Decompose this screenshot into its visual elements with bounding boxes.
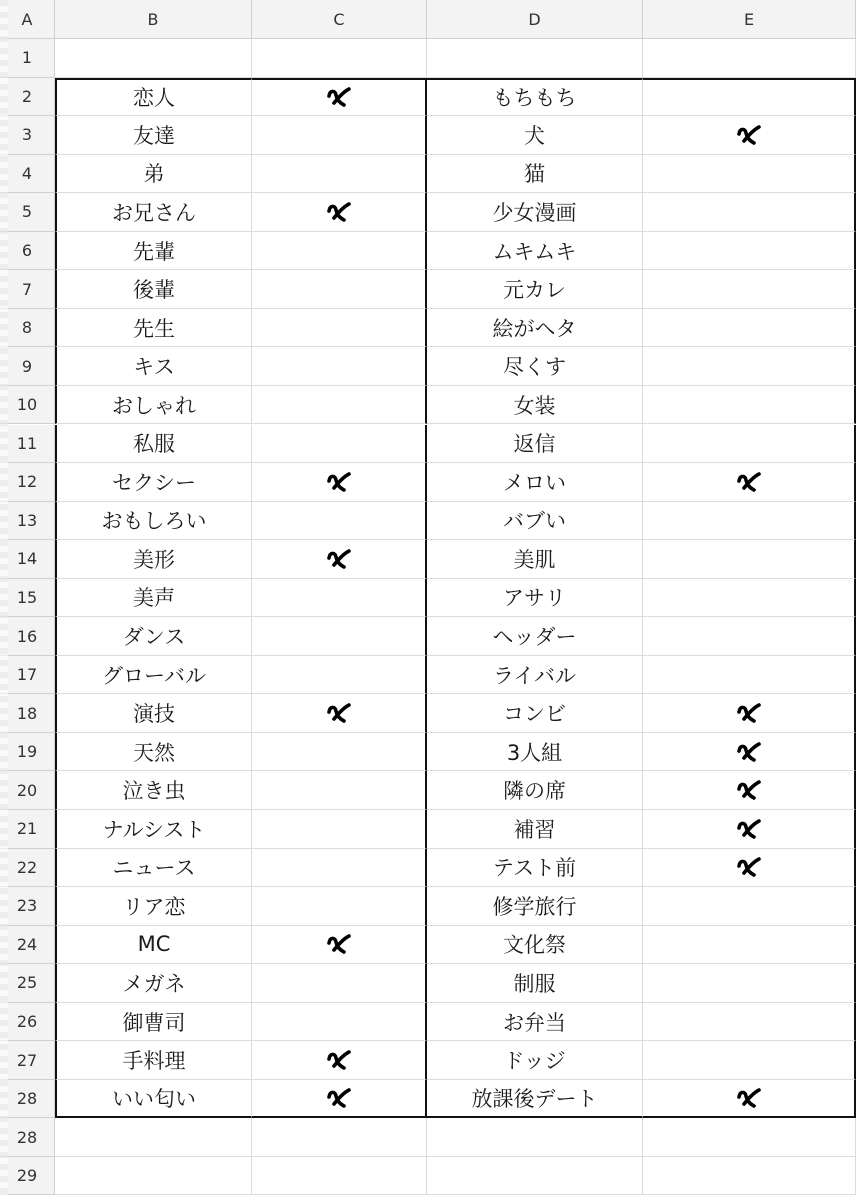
row-header[interactable]: 22 <box>0 849 55 888</box>
term-label: 先生 <box>133 316 175 341</box>
cell-d[interactable] <box>427 155 643 194</box>
keyword-label: 元カレ <box>503 278 566 303</box>
keyword-label: 文化祭 <box>503 933 566 958</box>
cell-c[interactable] <box>252 849 427 888</box>
keyword-label: もちもち <box>492 86 577 111</box>
cell-d[interactable] <box>427 78 643 117</box>
row-header[interactable]: 6 <box>0 232 55 271</box>
cell-e[interactable] <box>643 617 856 656</box>
term-label: メガネ <box>122 971 186 996</box>
cell-e[interactable] <box>643 1080 856 1119</box>
cell-c[interactable] <box>252 1118 427 1157</box>
keyword-label: 犬 <box>524 123 545 148</box>
cell-b[interactable] <box>55 78 252 117</box>
cell-c[interactable] <box>252 1080 427 1119</box>
check-mark-icon <box>736 856 762 878</box>
cell-b[interactable] <box>55 579 252 618</box>
cell-e[interactable] <box>643 579 856 618</box>
keyword-label: テスト前 <box>492 856 577 881</box>
cell-b[interactable] <box>55 964 252 1003</box>
row-header[interactable]: 16 <box>0 617 55 656</box>
cell-d[interactable] <box>427 502 643 541</box>
keyword-label: ライバル <box>493 663 576 688</box>
check-mark-icon <box>736 1087 762 1109</box>
column-header-d[interactable]: D <box>427 0 643 39</box>
cell-b[interactable] <box>55 116 252 155</box>
term-label: おしゃれ <box>112 393 196 418</box>
keyword-label: 少女漫画 <box>492 200 577 225</box>
term-label: キス <box>133 355 175 380</box>
term-label: 後輩 <box>133 278 175 303</box>
check-mark-icon <box>736 702 762 724</box>
cell-b[interactable] <box>55 1003 252 1042</box>
term-label: セクシー <box>112 470 196 495</box>
term-label: 弟 <box>143 162 165 187</box>
cell-c[interactable] <box>252 1003 427 1042</box>
cell-d[interactable] <box>427 386 643 425</box>
cell-e[interactable] <box>643 425 856 464</box>
cell-b[interactable] <box>55 193 252 232</box>
row-header[interactable]: 14 <box>0 540 55 579</box>
cell-d[interactable] <box>427 617 643 656</box>
cell-c[interactable] <box>252 463 427 502</box>
check-mark-icon <box>736 741 762 763</box>
cell-e[interactable] <box>643 116 856 155</box>
cell-c[interactable] <box>252 78 427 117</box>
cell-e[interactable] <box>643 964 856 1003</box>
cell-c[interactable] <box>252 232 427 271</box>
cell-e[interactable] <box>643 694 856 733</box>
row-header[interactable]: 28 <box>0 1118 55 1157</box>
keyword-label: アサリ <box>503 586 566 611</box>
cell-b[interactable] <box>55 1080 252 1119</box>
cell-d[interactable] <box>427 347 643 386</box>
cell-c[interactable] <box>252 1157 427 1196</box>
row-header[interactable]: 10 <box>0 386 55 425</box>
row-header[interactable]: 7 <box>0 270 55 309</box>
cell-e[interactable] <box>643 810 856 849</box>
cell-b[interactable] <box>55 1157 252 1196</box>
cell-c[interactable] <box>252 887 427 926</box>
keyword-label: 修学旅行 <box>492 894 577 919</box>
keyword-label: 絵がヘタ <box>492 316 577 341</box>
row-header[interactable]: 29 <box>0 1157 55 1196</box>
term-label: リア恋 <box>122 894 186 919</box>
cell-c[interactable] <box>252 540 427 579</box>
cell-c[interactable] <box>252 964 427 1003</box>
check-mark-icon <box>326 548 352 570</box>
term-label: 御曹司 <box>122 1010 186 1035</box>
term-label: 美形 <box>133 547 175 572</box>
term-label: 手料理 <box>122 1049 186 1074</box>
cell-c[interactable] <box>252 425 427 464</box>
term-label: 恋人 <box>133 86 175 111</box>
keyword-label: ムキムキ <box>492 239 577 264</box>
term-label: 泣き虫 <box>122 779 186 804</box>
cell-d[interactable] <box>427 232 643 271</box>
cell-d[interactable] <box>427 926 643 965</box>
cell-e[interactable] <box>643 656 856 695</box>
cell-b[interactable] <box>55 502 252 541</box>
term-label: ダンス <box>122 625 186 650</box>
row-header[interactable]: 27 <box>0 1041 55 1080</box>
row-header[interactable]: 24 <box>0 926 55 965</box>
check-mark-icon <box>736 124 762 146</box>
cell-c[interactable] <box>252 116 427 155</box>
cell-d[interactable] <box>427 425 643 464</box>
cell-e[interactable] <box>643 347 856 386</box>
row-header[interactable]: 23 <box>0 887 55 926</box>
term-label: 天然 <box>133 740 175 765</box>
row-header[interactable]: 5 <box>0 193 55 232</box>
cell-e[interactable] <box>643 926 856 965</box>
cell-e[interactable] <box>643 887 856 926</box>
row-header[interactable]: 4 <box>0 155 55 194</box>
cell-d[interactable] <box>427 1118 643 1157</box>
cell-d[interactable] <box>427 1041 643 1080</box>
check-mark-icon <box>736 471 762 493</box>
cell-b[interactable] <box>55 39 252 78</box>
cell-b[interactable] <box>55 425 252 464</box>
cell-b[interactable] <box>55 1118 252 1157</box>
term-label: いい匂い <box>112 1087 196 1112</box>
row-header[interactable]: 15 <box>0 579 55 618</box>
cell-b[interactable] <box>55 270 252 309</box>
cell-e[interactable] <box>643 39 856 78</box>
cell-b[interactable] <box>55 733 252 772</box>
cell-c[interactable] <box>252 810 427 849</box>
cell-e[interactable] <box>643 733 856 772</box>
row-header[interactable]: 19 <box>0 733 55 772</box>
cell-d[interactable] <box>427 656 643 695</box>
cell-b[interactable] <box>55 463 252 502</box>
row-header[interactable]: 13 <box>0 502 55 541</box>
keyword-label: 尽くす <box>503 355 566 380</box>
cell-d[interactable] <box>427 810 643 849</box>
cell-c[interactable] <box>252 617 427 656</box>
cell-b[interactable] <box>55 771 252 810</box>
check-mark-icon <box>326 933 352 955</box>
term-label: 先輩 <box>133 239 175 264</box>
check-mark-icon <box>326 86 352 108</box>
cell-e[interactable] <box>643 232 856 271</box>
row-header[interactable]: 25 <box>0 964 55 1003</box>
keyword-label: ドッジ <box>503 1049 566 1074</box>
cell-d[interactable] <box>427 964 643 1003</box>
term-label: 演技 <box>133 702 175 727</box>
cell-d[interactable] <box>427 1003 643 1042</box>
keyword-label: 3人組 <box>506 740 563 765</box>
check-mark-icon <box>736 818 762 840</box>
cell-b[interactable] <box>55 926 252 965</box>
check-mark-icon <box>326 702 352 724</box>
cell-b[interactable] <box>55 309 252 348</box>
cell-d[interactable] <box>427 540 643 579</box>
check-mark-icon <box>736 779 762 801</box>
keyword-label: 隣の席 <box>503 779 566 804</box>
column-header-c[interactable]: C <box>252 0 427 39</box>
row-header[interactable]: 26 <box>0 1003 55 1042</box>
cell-b[interactable] <box>55 617 252 656</box>
keyword-label: コンビ <box>503 702 566 727</box>
cell-e[interactable] <box>643 386 856 425</box>
cell-d[interactable] <box>427 1080 643 1119</box>
row-header[interactable]: 18 <box>0 694 55 733</box>
keyword-label: バブい <box>503 509 566 534</box>
term-label: ナルシスト <box>102 817 206 842</box>
cell-b[interactable] <box>55 540 252 579</box>
term-label: MC <box>137 932 171 957</box>
cell-e[interactable] <box>643 1041 856 1080</box>
cell-c[interactable] <box>252 386 427 425</box>
cell-e[interactable] <box>643 78 856 117</box>
cell-e[interactable] <box>643 463 856 502</box>
keyword-label: メロい <box>503 470 566 495</box>
cell-e[interactable] <box>643 1118 856 1157</box>
cell-e[interactable] <box>643 502 856 541</box>
cell-e[interactable] <box>643 193 856 232</box>
row-header[interactable]: 28 <box>0 1080 55 1119</box>
cell-c[interactable] <box>252 579 427 618</box>
check-mark-icon <box>326 201 352 223</box>
row-header[interactable]: 8 <box>0 309 55 348</box>
cell-e[interactable] <box>643 270 856 309</box>
cell-e[interactable] <box>643 1003 856 1042</box>
keyword-label: 猫 <box>524 162 545 187</box>
cell-d[interactable] <box>427 1157 643 1196</box>
keyword-label: 返信 <box>513 432 556 457</box>
keyword-label: 美肌 <box>513 547 556 572</box>
cell-d[interactable] <box>427 733 643 772</box>
cell-b[interactable] <box>55 1041 252 1080</box>
cell-c[interactable] <box>252 309 427 348</box>
cell-e[interactable] <box>643 1157 856 1196</box>
cell-c[interactable] <box>252 502 427 541</box>
column-header-b[interactable]: B <box>55 0 252 39</box>
column-header-e[interactable]: E <box>643 0 856 39</box>
cell-e[interactable] <box>643 771 856 810</box>
cell-d[interactable] <box>427 39 643 78</box>
cell-c[interactable] <box>252 155 427 194</box>
cell-c[interactable] <box>252 694 427 733</box>
term-label: 私服 <box>133 432 175 457</box>
row-header[interactable]: 20 <box>0 771 55 810</box>
cell-d[interactable] <box>427 579 643 618</box>
cell-c[interactable] <box>252 656 427 695</box>
keyword-label: 放課後デート <box>471 1087 598 1112</box>
row-header[interactable]: 9 <box>0 347 55 386</box>
cell-b[interactable] <box>55 386 252 425</box>
cell-d[interactable] <box>427 849 643 888</box>
cell-c[interactable] <box>252 39 427 78</box>
check-mark-icon <box>326 1087 352 1109</box>
term-label: 友達 <box>133 123 175 148</box>
cell-b[interactable] <box>55 887 252 926</box>
term-label: おもしろい <box>101 509 207 534</box>
term-label: お兄さん <box>112 200 196 225</box>
column-header-a[interactable]: A <box>0 0 55 39</box>
cell-d[interactable] <box>427 771 643 810</box>
cell-e[interactable] <box>643 849 856 888</box>
cell-c[interactable] <box>252 270 427 309</box>
keyword-label: お弁当 <box>503 1010 566 1035</box>
cell-b[interactable] <box>55 155 252 194</box>
term-label: 美声 <box>133 586 175 611</box>
cell-d[interactable] <box>427 116 643 155</box>
cell-d[interactable] <box>427 309 643 348</box>
cell-b[interactable] <box>55 810 252 849</box>
cell-d[interactable] <box>427 270 643 309</box>
row-header[interactable]: 11 <box>0 425 55 464</box>
term-label: ニュース <box>112 856 196 881</box>
cell-d[interactable] <box>427 463 643 502</box>
row-header[interactable]: 3 <box>0 116 55 155</box>
check-mark-icon <box>326 471 352 493</box>
row-header[interactable]: 12 <box>0 463 55 502</box>
cell-e[interactable] <box>643 540 856 579</box>
cell-e[interactable] <box>643 309 856 348</box>
cell-d[interactable] <box>427 193 643 232</box>
cell-c[interactable] <box>252 733 427 772</box>
row-header[interactable]: 17 <box>0 656 55 695</box>
cell-b[interactable] <box>55 232 252 271</box>
cell-b[interactable] <box>55 694 252 733</box>
cell-c[interactable] <box>252 926 427 965</box>
keyword-label: ヘッダー <box>492 625 577 650</box>
row-header[interactable]: 1 <box>0 39 55 78</box>
row-header[interactable]: 2 <box>0 78 55 117</box>
check-mark-icon <box>326 1049 352 1071</box>
cell-c[interactable] <box>252 193 427 232</box>
cell-c[interactable] <box>252 347 427 386</box>
cell-b[interactable] <box>55 656 252 695</box>
keyword-label: 補習 <box>513 817 556 842</box>
cell-b[interactable] <box>55 347 252 386</box>
keyword-label: 女装 <box>513 393 556 418</box>
cell-d[interactable] <box>427 887 643 926</box>
cell-e[interactable] <box>643 155 856 194</box>
cell-c[interactable] <box>252 771 427 810</box>
cell-c[interactable] <box>252 1041 427 1080</box>
cell-b[interactable] <box>55 849 252 888</box>
term-label: グローバル <box>102 663 206 688</box>
cell-d[interactable] <box>427 694 643 733</box>
keyword-label: 制服 <box>513 971 556 996</box>
row-header[interactable]: 21 <box>0 810 55 849</box>
